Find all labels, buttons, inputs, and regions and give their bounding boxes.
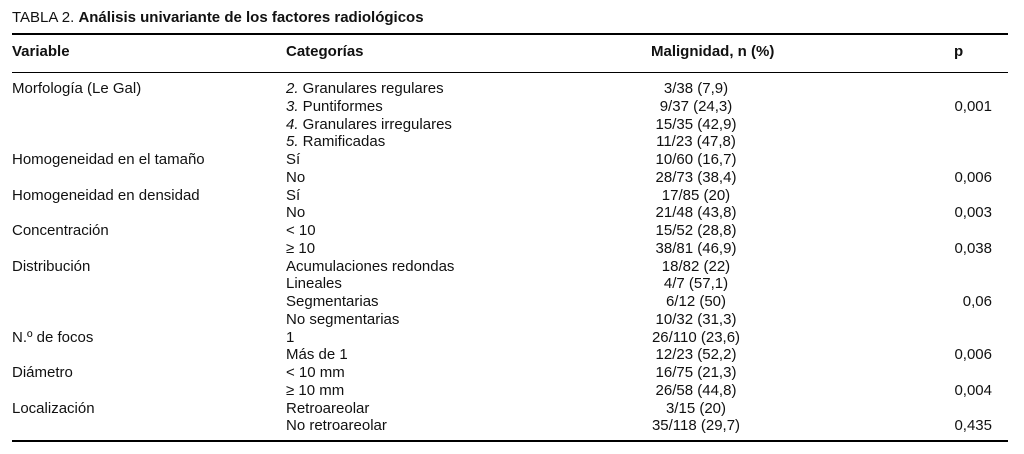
category-cell (286, 116, 452, 134)
category-text: No segmentarias (286, 310, 400, 328)
malignidad-cell: 15/52 (28,8) (655, 222, 737, 239)
table-row (12, 169, 1008, 187)
table-row (12, 311, 1008, 329)
category-text: Más de 1 (286, 346, 348, 364)
table-row (12, 364, 1008, 382)
malignidad-cell: 26/110 (23,6) (651, 328, 741, 346)
category-text: No (286, 204, 306, 222)
header-variable: Variable (12, 43, 70, 60)
variable-cell: Homogeneidad en densidad (12, 186, 200, 204)
category-cell (286, 240, 315, 258)
table-row (12, 80, 1008, 98)
category-text: Sí (286, 186, 301, 204)
malignidad-cell: 17/85 (20) (661, 186, 731, 204)
table-label: TABLA 2. (12, 9, 75, 26)
p-value-cell: 0,004 (954, 381, 992, 399)
table-row (12, 240, 1008, 258)
table-row (12, 116, 1008, 134)
top-rule (12, 33, 1008, 35)
table-caption (12, 8, 424, 28)
p-value-cell: 0,006 (954, 168, 992, 186)
table-body (12, 80, 1008, 435)
table-row (12, 329, 1008, 347)
category-text: 1 (286, 328, 295, 346)
table-row (12, 258, 1008, 276)
category-text: No (286, 168, 306, 186)
table-row (12, 346, 1008, 364)
malignidad-cell: 26/58 (44,8) (655, 381, 737, 399)
malignidad-cell: 9/37 (24,3) (659, 97, 733, 115)
category-cell (286, 364, 345, 382)
bottom-rule (12, 440, 1008, 442)
category-number: 2. (286, 80, 299, 97)
category-cell (286, 382, 344, 400)
p-value-cell: 0,001 (954, 97, 992, 115)
malignidad-cell: 12/23 (52,2) (655, 346, 737, 364)
p-value-cell: 0,006 (954, 346, 992, 364)
variable-cell: Concentración (12, 222, 109, 239)
malignidad-cell: 3/38 (7,9) (663, 80, 729, 97)
table-row (12, 133, 1008, 151)
header-malignidad: Malignidad, n (%) (651, 43, 775, 60)
category-number: 3. (286, 97, 299, 115)
category-text: < 10 (286, 222, 316, 239)
p-value-cell: 0,435 (954, 417, 992, 435)
variable-cell: Morfología (Le Gal) (12, 80, 142, 97)
variable-cell: Distribución (12, 257, 91, 275)
table-row (12, 382, 1008, 400)
malignidad-cell: 38/81 (46,9) (655, 239, 737, 257)
category-cell (286, 258, 454, 276)
category-cell (286, 293, 379, 311)
category-text: Acumulaciones redondas (286, 257, 455, 275)
table-row (12, 293, 1008, 311)
category-cell (286, 346, 348, 364)
malignidad-cell: 10/60 (16,7) (655, 151, 737, 168)
category-text: Granulares irregulares (298, 115, 452, 133)
variable-cell: Diámetro (12, 364, 73, 381)
category-cell (286, 400, 369, 418)
p-value-cell: 0,038 (954, 239, 992, 257)
table-title: Análisis univariante de los factores radiológicos (78, 9, 424, 26)
malignidad-cell: 18/82 (22) (661, 257, 731, 275)
malignidad-cell: 10/32 (31,3) (655, 310, 737, 328)
malignidad-cell: 6/12 (50) (665, 293, 727, 310)
category-cell (286, 204, 305, 222)
category-text: Sí (286, 151, 301, 168)
p-value-cell: 0,003 (954, 204, 992, 222)
malignidad-cell: 21/48 (43,8) (655, 204, 737, 222)
malignidad-cell: 4/7 (57,1) (663, 275, 729, 293)
table-row (12, 98, 1008, 116)
malignidad-cell: 35/118 (29,7) (651, 417, 741, 435)
variable-cell: Homogeneidad en el tamaño (12, 151, 205, 168)
category-cell (286, 133, 385, 151)
category-text: No retroareolar (286, 417, 387, 435)
category-cell (286, 151, 300, 169)
category-number: 5. (286, 133, 299, 151)
category-cell (286, 311, 399, 329)
category-text: < 10 mm (286, 364, 345, 381)
table-row (12, 222, 1008, 240)
header-p: p (954, 43, 964, 60)
variable-cell: N.º de focos (12, 328, 94, 346)
table-row (12, 204, 1008, 222)
malignidad-cell: 16/75 (21,3) (655, 364, 737, 381)
table-row (12, 187, 1008, 205)
category-text: ≥ 10 mm (286, 381, 345, 399)
category-cell (286, 80, 444, 98)
header-rule (12, 72, 1008, 73)
variable-cell: Localización (12, 399, 95, 417)
table-row (12, 151, 1008, 169)
category-text: Ramificadas (298, 133, 386, 151)
category-cell (286, 98, 383, 116)
category-text: Lineales (286, 275, 342, 293)
table-row (12, 417, 1008, 435)
malignidad-cell: 11/23 (47,8) (656, 133, 736, 151)
malignidad-cell: 28/73 (38,4) (655, 168, 737, 186)
table-row (12, 400, 1008, 418)
category-text: Granulares regulares (298, 80, 444, 97)
malignidad-cell: 15/35 (42,9) (655, 115, 737, 133)
category-text: ≥ 10 (286, 239, 316, 257)
category-cell (286, 417, 387, 435)
category-cell (286, 275, 342, 293)
category-text: Retroareolar (286, 399, 370, 417)
category-cell (286, 169, 305, 187)
category-number: 4. (286, 115, 299, 133)
malignidad-cell: 3/15 (20) (665, 399, 727, 417)
category-cell (286, 222, 316, 240)
header-categorias: Categorías (286, 43, 364, 60)
category-cell (286, 187, 300, 205)
category-cell (286, 329, 294, 347)
category-text: Puntiformes (298, 97, 383, 115)
p-value-cell: 0,06 (962, 293, 992, 310)
table-row (12, 275, 1008, 293)
category-text: Segmentarias (286, 293, 379, 310)
